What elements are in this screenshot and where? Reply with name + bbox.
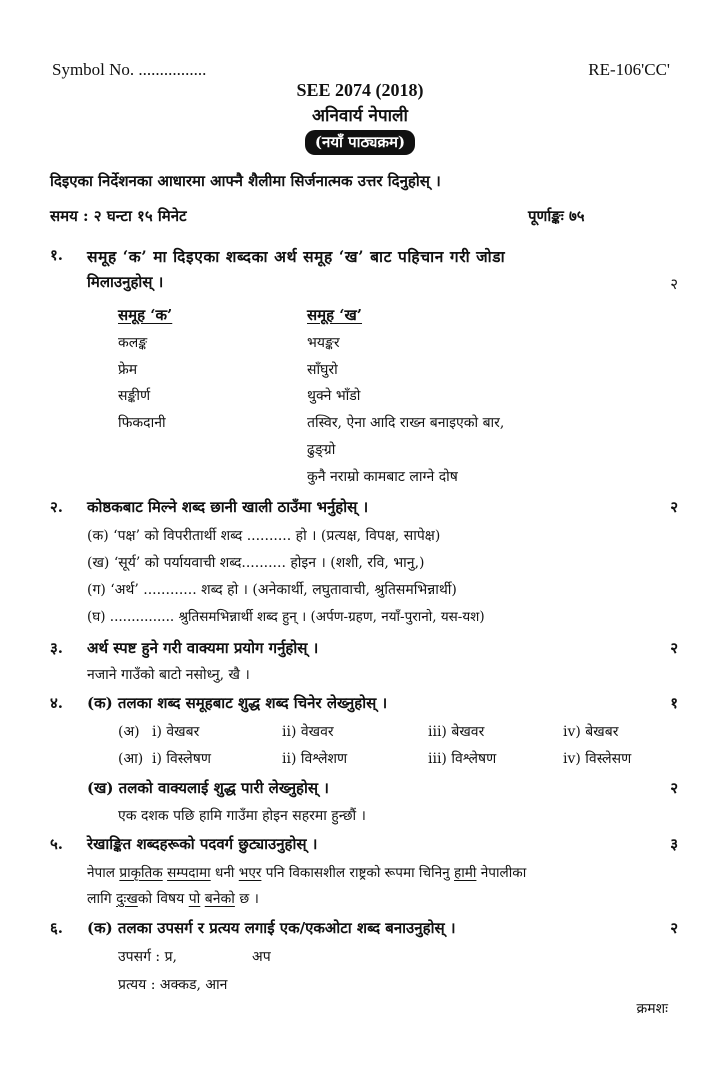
q6-suffix-label: प्रत्यय : अक्कड, आन bbox=[118, 977, 228, 993]
subject-title: अनिवार्य नेपाली bbox=[312, 106, 408, 126]
q2-item: (क) ‘पक्ष’ को विपरीतार्थी शब्द .......... हो । (प्रत्यक्ष, विपक्ष, सापेक्ष) bbox=[87, 528, 441, 544]
q5-marks: ३ bbox=[670, 835, 678, 853]
q4-option: iii) विश्लेषण bbox=[428, 751, 497, 767]
q5-passage-line1 bbox=[87, 862, 526, 881]
paper-code: RE-106'CC' bbox=[588, 60, 670, 79]
group-ka-heading: समूह ‘क’ bbox=[118, 306, 173, 324]
q1-text-line2: मिलाउनुहोस् । bbox=[87, 273, 164, 291]
group-kha-item: भयङ्कर bbox=[307, 335, 340, 351]
underlined-word: भएर bbox=[238, 865, 262, 881]
continued-footer: क्रमशः bbox=[636, 1001, 668, 1017]
q4-option: i) वेखबर bbox=[152, 724, 200, 740]
q4-row2-label: (आ) bbox=[118, 751, 144, 767]
q4-option: iii) बेखवर bbox=[428, 724, 485, 740]
group-kha-item: तस्विर, ऐना आदि राख्न बनाइएको बार, bbox=[307, 415, 505, 431]
underlined-word: प्राकृतिक bbox=[119, 865, 163, 881]
group-ka-item: कलङ्क bbox=[118, 335, 148, 351]
q4b-sentence: एक दशक पछि हामि गाउँमा होइन सहरमा हुन्छौं । bbox=[118, 808, 366, 824]
q3-marks: २ bbox=[670, 639, 678, 657]
q5-text-span: को विषय bbox=[137, 891, 189, 907]
underlined-word: हामी bbox=[454, 865, 477, 881]
curriculum-badge-wrap bbox=[0, 130, 720, 155]
q5-text-span: छ । bbox=[234, 891, 259, 907]
q2-text: कोष्ठकबाट मिल्ने शब्द छानी खाली ठाउँमा भर्नुहोस् । bbox=[87, 498, 369, 516]
q6-text: (क) तलका उपसर्ग र प्रत्यय लगाई एक/एकओटा शब्द बनाउनुहोस् । bbox=[87, 919, 456, 937]
q4-option: iv) विस्लेसण bbox=[563, 751, 632, 767]
q4a-text: (क) तलका शब्द समूहबाट शुद्ध शब्द चिनेर लेख्नुहोस् । bbox=[87, 694, 388, 712]
q3-number: ३. bbox=[50, 639, 64, 657]
group-kha-item: साँघुरो bbox=[307, 362, 338, 378]
full-marks: पूर्णाङ्कः ७५ bbox=[528, 207, 585, 225]
q2-number: २. bbox=[50, 498, 64, 516]
q6-prefix-2: अप bbox=[252, 949, 271, 965]
q4-option: i) विस्लेषण bbox=[152, 751, 211, 767]
underlined-word: पो bbox=[188, 891, 201, 907]
exam-title: SEE 2074 (2018) bbox=[296, 80, 424, 100]
q1-number: १. bbox=[50, 246, 64, 264]
symbol-number: Symbol No. ................ bbox=[52, 60, 207, 79]
q4-number: ४. bbox=[50, 694, 64, 712]
group-ka-item: फिकदानी bbox=[118, 415, 166, 431]
underlined-word: बनेको bbox=[204, 891, 235, 907]
group-kha-item: थुक्ने भाँडो bbox=[307, 388, 361, 404]
q3-text: अर्थ स्पष्ट हुने गरी वाक्यमा प्रयोग गर्नुहोस् । bbox=[87, 639, 319, 657]
group-kha-heading: समूह ‘ख’ bbox=[307, 306, 363, 324]
q2-item: (ग) ‘अर्थ’ ............ शब्द हो । (अनेकार्थी, लघुतावाची, श्रुतिसमभिन्नार्थी) bbox=[87, 582, 457, 598]
q1-marks: २ bbox=[670, 275, 678, 293]
group-kha-item: कुनै नराम्रो कामबाट लाग्ने दोष bbox=[307, 469, 458, 485]
q2-item: (ख) ‘सूर्य’ को पर्यायवाची शब्द.......... होइन । (शशी, रवि, भानु,) bbox=[87, 555, 425, 571]
q4a-marks: १ bbox=[670, 694, 678, 712]
q2-marks: २ bbox=[670, 498, 678, 516]
q5-number: ५. bbox=[50, 835, 64, 853]
time-allowed: समय : २ घन्टा १५ मिनेट bbox=[50, 207, 187, 225]
q4-row1-label: (अ) bbox=[118, 724, 140, 740]
q5-text-span: नेपाल bbox=[87, 865, 120, 881]
curriculum-badge: (नयाँ पाठ्यक्रम) bbox=[305, 130, 415, 155]
group-kha-item: ढुङ्ग्रो bbox=[307, 442, 336, 458]
underlined-word: सम्पदामा bbox=[167, 865, 211, 881]
q6-marks: २ bbox=[670, 919, 678, 937]
q5-text-span: लागि bbox=[87, 891, 117, 907]
q3-words: नजाने गाउँको बाटो नसोध्नु, खै । bbox=[87, 667, 250, 683]
q5-text-span: नेपालीका bbox=[476, 865, 527, 881]
q6-prefix-label: उपसर्ग : प्र, bbox=[118, 949, 178, 965]
q4b-text: (ख) तलको वाक्यलाई शुद्ध पारी लेख्नुहोस् । bbox=[87, 779, 329, 797]
q4b-marks: २ bbox=[670, 779, 678, 797]
q5-text: रेखाङ्कित शब्दहरूको पदवर्ग छुट्याउनुहोस् । bbox=[87, 835, 318, 853]
q5-passage-line2 bbox=[87, 889, 259, 908]
q1-text-line1: समूह ‘क’ मा दिइएका शब्दका अर्थ समूह ‘ख’ बाट पहिचान गरी जोडा bbox=[87, 247, 506, 266]
q5-text-span: पनि विकासशील राष्ट्रको रूपमा चिनिनु bbox=[261, 865, 455, 881]
q4-option: iv) बेखबर bbox=[563, 724, 619, 740]
q4-option: ii) वेखवर bbox=[282, 724, 334, 740]
q5-text-span: धनी bbox=[210, 865, 239, 881]
q6-number: ६. bbox=[50, 919, 64, 937]
group-ka-item: फ्रेम bbox=[118, 362, 138, 378]
instruction: दिइएका निर्देशनका आधारमा आफ्नै शैलीमा सिर्जनात्मक उत्तर दिनुहोस् । bbox=[50, 172, 441, 190]
group-ka-item: सङ्कीर्ण bbox=[118, 388, 151, 404]
underlined-word: दुःख bbox=[116, 891, 138, 907]
q2-item: (घ) ............... श्रुतिसमभिन्नार्थी शब्द हुन् । (अर्पण-ग्रहण, नयाँ-पुरानो, यस-यश) bbox=[87, 609, 485, 625]
q4-option: ii) विश्लेशण bbox=[282, 751, 348, 767]
